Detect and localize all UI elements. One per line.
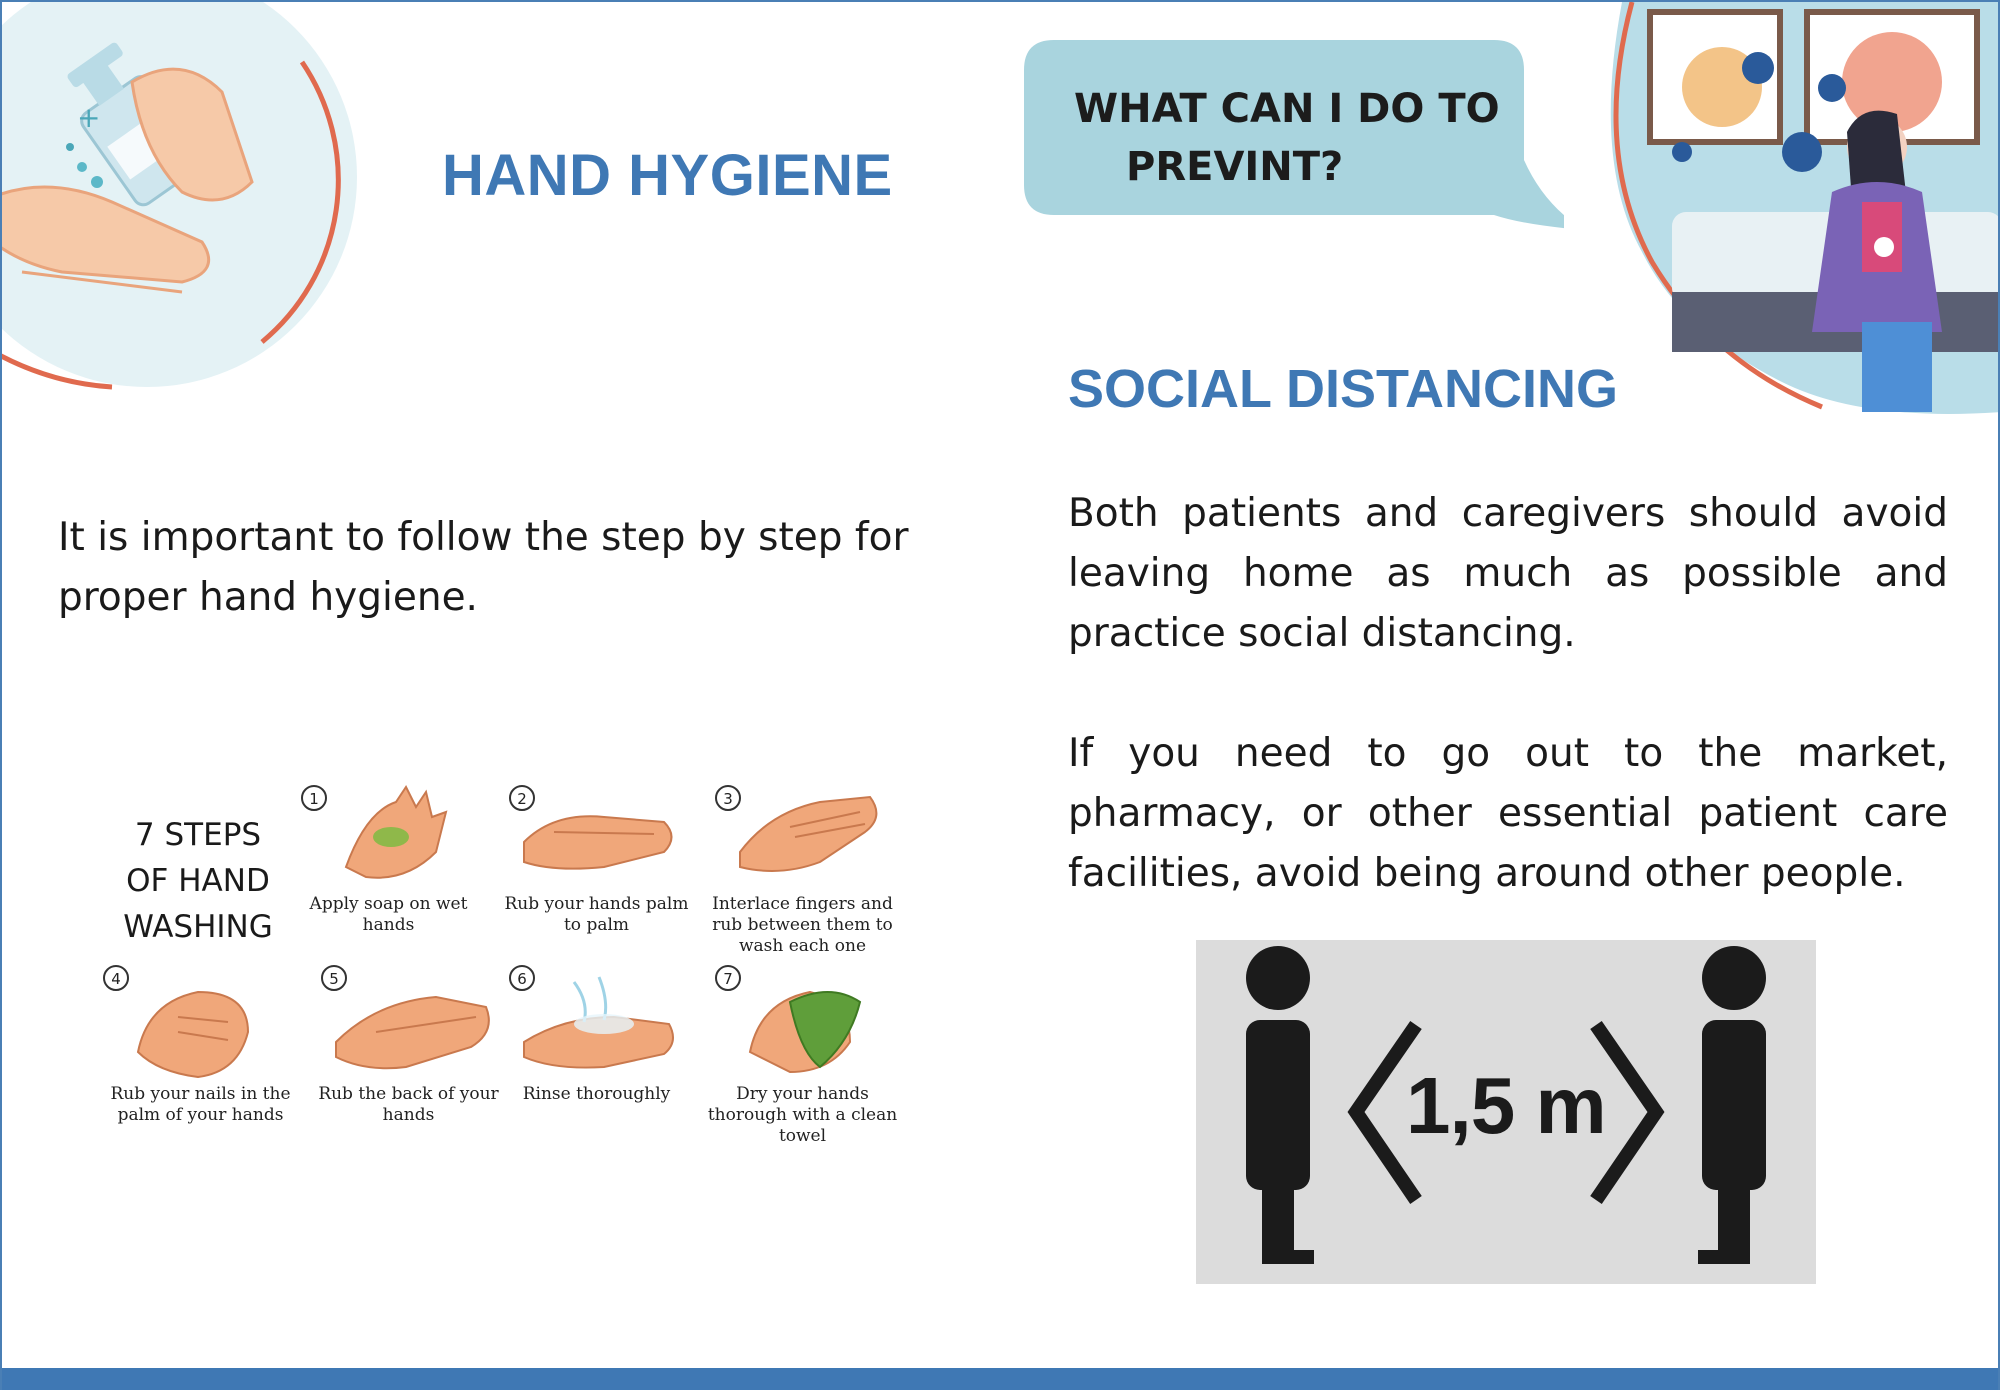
step-4-hand-icon [98, 962, 303, 1082]
step-6-hand-icon [494, 962, 699, 1082]
hand-hygiene-title: HAND HYGIENE [442, 143, 893, 208]
step-5-hand-icon [306, 962, 511, 1082]
step-1-hand-icon [286, 772, 491, 892]
steps-title-line-2: OF HAND [126, 863, 270, 899]
step-2-number: 2 [517, 790, 527, 808]
social-distancing-paragraph-1: Both patients and caregivers should avoid leaving home as much as possible and practice social distancing. [1068, 491, 1948, 656]
step-2-hand-icon [494, 772, 699, 892]
bubble-line-2: PREVINT? [1126, 144, 1344, 190]
step-3-number: 3 [723, 790, 733, 808]
person-icon-left [1246, 946, 1314, 1264]
hand-hygiene-paragraph: It is important to follow the step by step for proper hand hygiene. [58, 515, 909, 620]
step-7-caption: Dry your hands thorough with a clean towel [707, 1084, 898, 1146]
step-5-number: 5 [329, 970, 339, 988]
step-4-number: 4 [111, 970, 121, 988]
step-3-caption: Interlace fingers and rub between them to wash each one [712, 894, 893, 956]
step-3-hand-icon [700, 772, 905, 892]
step-1-number: 1 [309, 790, 319, 808]
step-3 [700, 772, 905, 957]
step-5 [306, 962, 511, 1126]
step-2-caption: Rub your hands palm to palm [504, 894, 689, 935]
step-1 [286, 772, 491, 936]
sick-person-illustration [1562, 2, 2000, 422]
step-4-caption: Rub your nails in the palm of your hands [110, 1084, 291, 1125]
step-6-number: 6 [517, 970, 527, 988]
steps-title-line-3: WASHING [123, 909, 273, 945]
step-7-hand-icon [700, 962, 905, 1082]
distance-sign [1196, 940, 1816, 1284]
step-1-caption: Apply soap on wet hands [309, 894, 468, 935]
step-6 [494, 962, 699, 1105]
step-7 [700, 962, 905, 1147]
social-distancing-title: SOCIAL DISTANCING [1068, 359, 1619, 419]
distance-label: 1,5 m [1406, 1061, 1606, 1150]
steps-title-line-1: 7 STEPS [134, 817, 262, 853]
step-4 [98, 962, 303, 1126]
step-7-number: 7 [723, 970, 733, 988]
step-5-caption: Rub the back of your hands [318, 1084, 499, 1125]
hand-sanitizer-illustration [0, 0, 392, 412]
bottom-bar [2, 1368, 1998, 1390]
speech-bubble-text [1074, 80, 1500, 196]
step-6-caption: Rinse thoroughly [522, 1084, 671, 1104]
svg-text:+: + [77, 101, 101, 134]
step-2 [494, 772, 699, 936]
steps-title [98, 812, 298, 950]
social-distancing-paragraph-2: If you need to go out to the market, pharmacy, or other essential patient care facilities, avoid being around other people. [1068, 731, 1948, 896]
bubble-line-1: WHAT CAN I DO TO [1074, 86, 1500, 132]
person-icon-right [1698, 946, 1766, 1264]
hand-washing-steps-graphic [98, 772, 918, 1172]
